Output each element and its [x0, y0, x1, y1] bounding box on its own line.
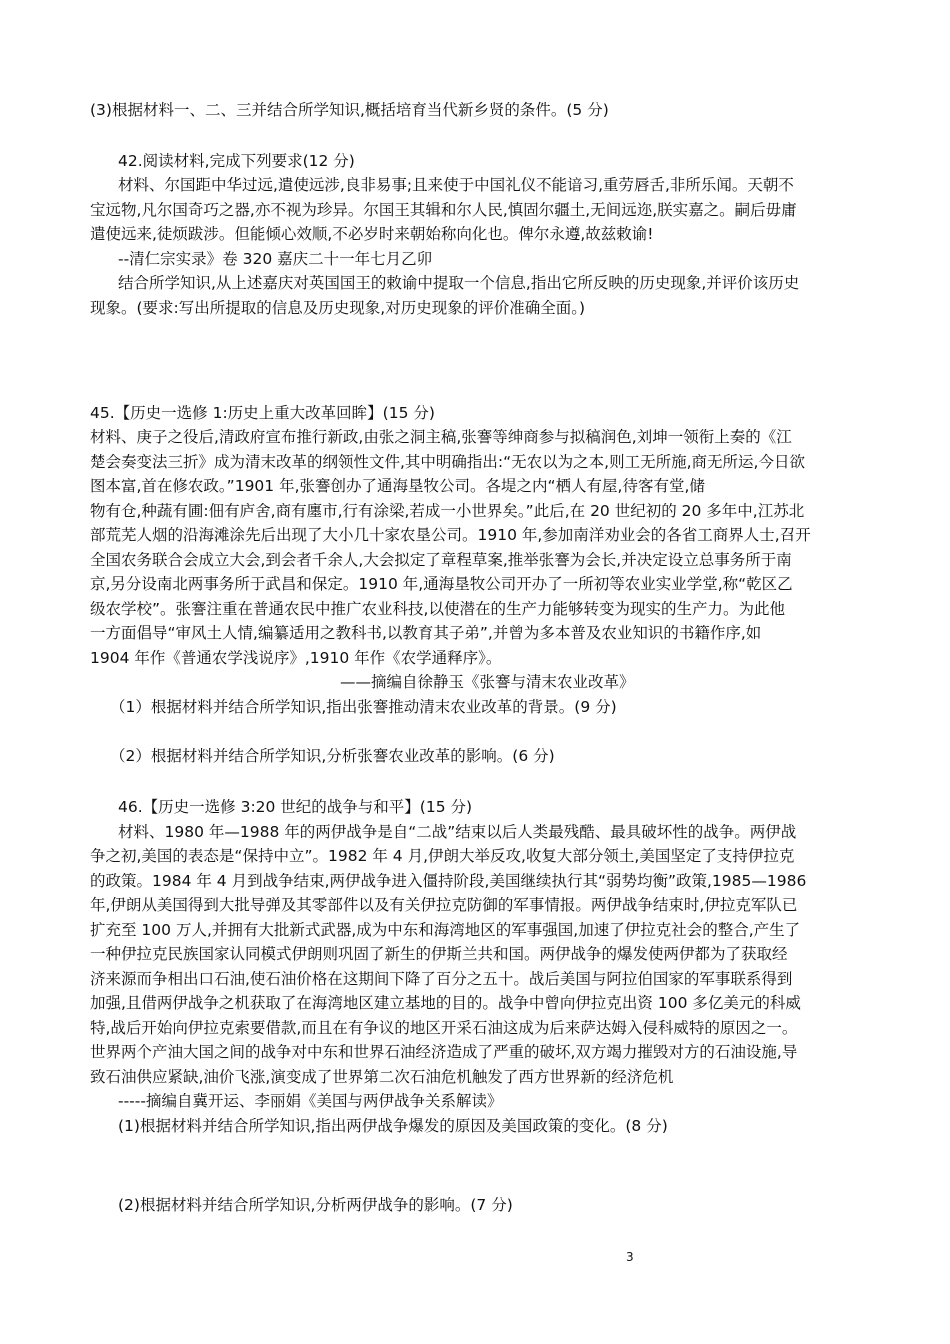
- q42-question-line: 现象。(要求:写出所提取的信息及历史现象,对历史现象的评价准确全面。): [90, 299, 585, 317]
- q45-material-line: 楚会奏变法三折》成为清末改革的纲领性文件,其中明确指出:“无农以为之本,则工无所施,商无所运,今日欲: [90, 453, 805, 471]
- q42-material-line: 遣使远来,徒烦跋涉。但能倾心效顺,不必岁时来朝始称向化也。俾尔永遵,故兹敕谕!: [90, 225, 654, 243]
- q46-source: -----摘编自冀开运、李丽娟《美国与两伊战争关系解读》: [118, 1092, 503, 1110]
- page-number: 3: [626, 1250, 634, 1264]
- q45-material-line: 物有仓,种蔬有圃:佃有庐舍,商有廛市,行有涂梁,若成一小世界矣。”此后,在 20 世纪初的 20 多年中,江苏北: [90, 502, 805, 520]
- q46-material-line: 加强,且借两伊战争之机获取了在海湾地区建立基地的目的。战争中曾向伊拉克出资 100 多亿美元的科威: [90, 994, 801, 1012]
- q45-material-line: 部荒芜人烟的沿海滩涂先后出现了大小几十家农垦公司。1910 年,参加南洋劝业会的各省工商界人士,召开: [90, 526, 811, 544]
- q46-sub1: (1)根据材料并结合所学知识,指出两伊战争爆发的原因及美国政策的变化。(8 分): [118, 1117, 668, 1135]
- q45-material-line: 级农学校”。张謇注重在普通农民中推广农业科技,以使潜在的生产力能够转变为现实的生产力。为此他: [90, 600, 785, 618]
- q45-material-line: 全国农务联合会成立大会,到会者千余人,大会拟定了章程草案,推举张謇为会长,并决定设立总事务所于南: [90, 551, 792, 569]
- q45-sub2: （2）根据材料并结合所学知识,分析张謇农业改革的影响。(6 分): [110, 747, 555, 765]
- q45-material-line: 京,另分设南北两事务所于武昌和保定。1910 年,通海垦牧公司开办了一所初等农业实业学堂,称“乾区乙: [90, 575, 793, 593]
- q46-material-line: 一种伊拉克民族国家认同模式伊朗则巩固了新生的伊斯兰共和国。两伊战争的爆发使两伊都为了获取经: [90, 945, 788, 963]
- q42-question-line: 结合所学知识,从上述嘉庆对英国国王的敕谕中提取一个信息,指出它所反映的历史现象,并评价该历史: [118, 274, 800, 292]
- q46-material-line: 扩充至 100 万人,并拥有大批新式武器,成为中东和海湾地区的军事强国,加速了伊拉克社会的整合,产生了: [90, 921, 801, 939]
- q45-sub1: （1）根据材料并结合所学知识,指出张謇推动清末农业改革的背景。(9 分): [110, 698, 617, 716]
- q46-material-line: 特,战后开始向伊拉克索要借款,而且在有争议的地区开采石油这成为后来萨达姆入侵科威特的原因之一。: [90, 1019, 798, 1037]
- q45-material-line: 1904 年作《普通农学浅说序》,1910 年作《农学通释序》。: [90, 649, 502, 667]
- q42-source: --清仁宗实录》卷 320 嘉庆二十一年七月乙卯: [118, 250, 433, 268]
- q46-material-line: 年,伊朗从美国得到大批导弹及其零部件以及有关伊拉克防御的军事情报。两伊战争结束时,伊拉克军队已: [90, 896, 798, 914]
- q46-material-line: 的政策。1984 年 4 月到战争结束,两伊战争进入僵持阶段,美国继续执行其“弱势均衡”政策,1985—1986: [90, 872, 807, 890]
- q46-material-line: 济来源而争相出口石油,使石油价格在这期间下降了百分之五十。战后美国与阿拉伯国家的军事联系得到: [90, 970, 793, 988]
- q45-material-line: 材料、庚子之役后,清政府宣布推行新政,由张之洞主稿,张謇等绅商参与拟稿润色,刘坤一领衔上奏的《江: [90, 428, 792, 446]
- q46-material-line: 致石油供应紧缺,油价飞涨,演变成了世界第二次石油危机触发了西方世界新的经济危机: [90, 1068, 674, 1086]
- q45-heading: 45.【历史一选修 1:历史上重大改革回眸】(15 分): [90, 404, 435, 422]
- q46-material-line: 材料、1980 年—1988 年的两伊战争是自“二战”结束以后人类最残酷、最具破坏性的战争。两伊战: [118, 823, 797, 841]
- q42-heading: 42.阅读材料,完成下列要求(12 分): [118, 152, 355, 170]
- q46-sub2: (2)根据材料并结合所学知识,分析两伊战争的影响。(7 分): [118, 1196, 513, 1214]
- q45-material-line: 一方面倡导“审风土人情,编纂适用之教科书,以教育其子弟”,并曾为多本普及农业知识的书籍作序,如: [90, 624, 762, 642]
- q42-material-line: 材料、尔国距中华过远,遣使远涉,良非易事;且来使于中国礼仪不能谙习,重劳唇舌,非所乐闻。天朝不: [118, 176, 794, 194]
- q41-sub3: (3)根据材料一、二、三并结合所学知识,概括培育当代新乡贤的条件。(5 分): [90, 101, 609, 119]
- q45-source: ——摘编自徐静玉《张謇与清末农业改革》: [340, 673, 635, 691]
- q45-material-line: 图本富,首在修农政。”1901 年,张謇创办了通海垦牧公司。各堤之内“栖人有屋,待客有堂,储: [90, 477, 705, 495]
- q46-heading: 46.【历史一选修 3:20 世纪的战争与和平】(15 分): [118, 798, 473, 816]
- q46-material-line: 争之初,美国的表态是“保持中立”。1982 年 4 月,伊朗大举反攻,收复大部分领土,美国坚定了支持伊拉克: [90, 847, 795, 865]
- q46-material-line: 世界两个产油大国之间的战争对中东和世界石油经济造成了严重的破坏,双方竭力摧毁对方的石油设施,导: [90, 1043, 798, 1061]
- q42-material-line: 宝远物,凡尔国奇巧之器,亦不视为珍异。尔国王其辑和尔人民,慎固尔疆土,无间远迩,朕实嘉之。嗣后毋庸: [90, 201, 797, 219]
